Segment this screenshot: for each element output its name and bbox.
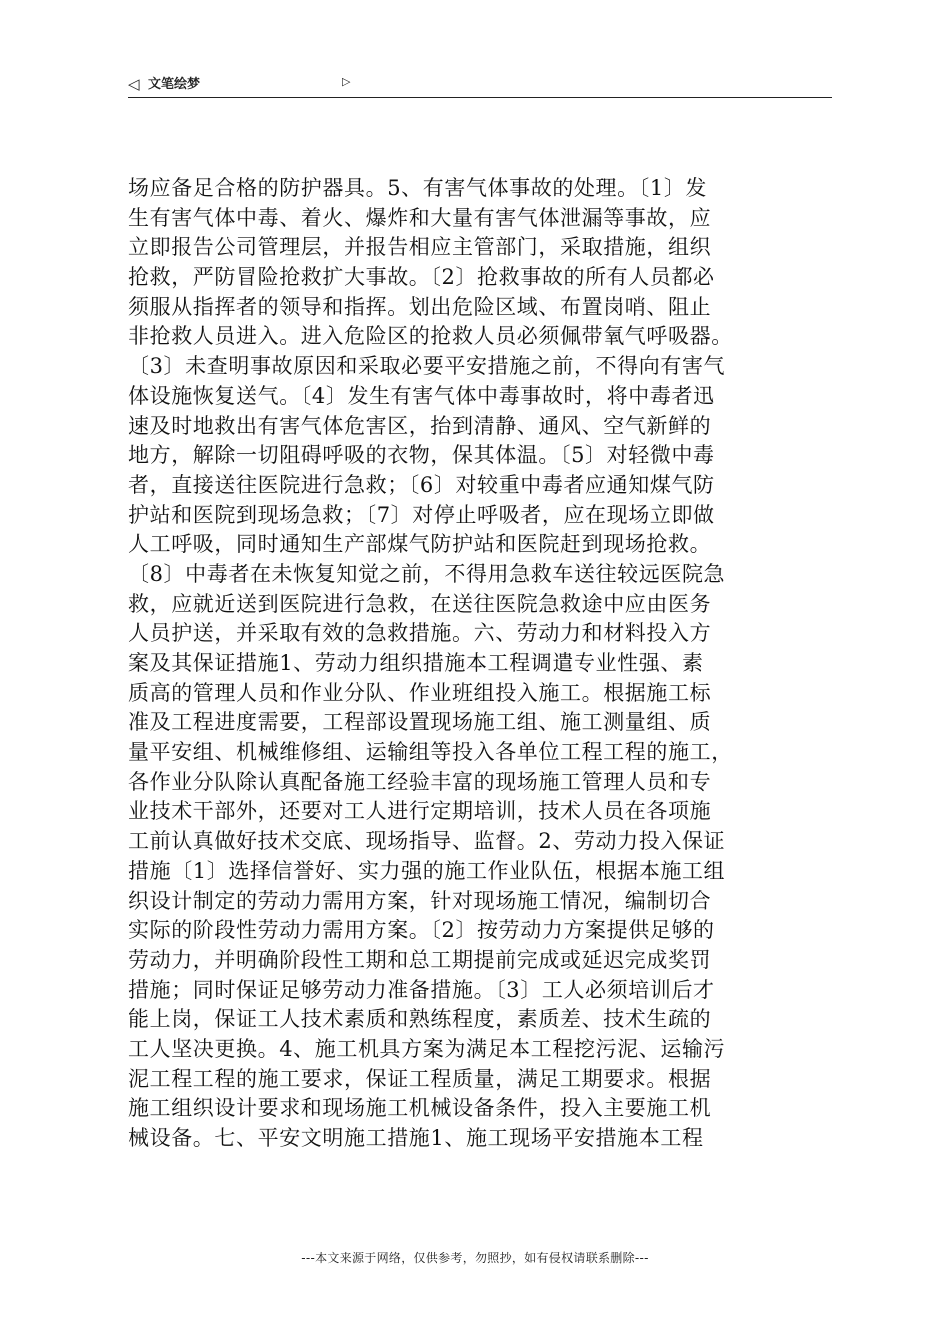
body-line: 织设计制定的劳动力需用方案，针对现场施工情况，编制切合 (128, 888, 712, 913)
body-line: 须服从指挥者的领导和指挥。划出危险区域、布置岗哨、阻止 (128, 294, 712, 319)
body-line: 〔3〕未查明事故原因和采取必要平安措施之前，不得向有害气 (128, 354, 726, 379)
body-line: 非抢救人员进入。进入危险区的抢救人员必须佩带氧气呼吸器。 (128, 324, 733, 349)
body-line: 各作业分队除认真配备施工经验丰富的现场施工管理人员和专 (128, 769, 712, 794)
body-line: 实际的阶段性劳动力需用方案。〔2〕按劳动力方案提供足够的 (128, 918, 715, 943)
body-line: 工人坚决更换。4、施工机具方案为满足本工程挖污泥、运输污 (128, 1036, 726, 1061)
body-line: 人员护送，并采取有效的急救措施。六、劳动力和材料投入方 (128, 621, 712, 646)
header-divider (128, 97, 832, 98)
body-line: 立即报告公司管理层，并报告相应主管部门，采取措施，组织 (128, 235, 712, 260)
body-line: 地方，解除一切阻碍呼吸的衣物，保其体温。〔5〕对轻微中毒 (128, 443, 715, 468)
body-line: 措施〔1〕选择信誉好、实力强的施工作业队伍，根据本施工组 (128, 858, 726, 883)
footer-notice: ---本文来源于网络，仅供参考，勿照抄，如有侵权请联系删除--- (301, 1251, 649, 1265)
body-line: 护站和医院到现场急救；〔7〕对停止呼吸者，应在现场立即做 (128, 502, 715, 527)
body-line: 速及时地救出有害气体危害区，抬到清静、通风、空气新鲜的 (128, 413, 712, 438)
body-line: 人工呼吸，同时通知生产部煤气防护站和医院赶到现场抢救。 (128, 532, 712, 557)
body-line: 体设施恢复送气。〔4〕发生有害气体中毒事故时，将中毒者迅 (128, 383, 715, 408)
body-line: 案及其保证措施1、劳动力组织措施本工程调遣专业性强、素 (128, 651, 704, 675)
body-line: 能上岗，保证工人技术素质和熟练程度，素质差、技术生疏的 (128, 1007, 712, 1032)
body-line: 场应备足合格的防护器具。5、有害气体事故的处理。〔1〕发 (128, 176, 708, 200)
body-line: 救，应就近送到医院进行急救，在送往医院急救途中应由医务 (128, 591, 712, 616)
body-line: 泥工程工程的施工要求，保证工程质量，满足工期要求。根据 (128, 1066, 712, 1091)
body-line: 劳动力，并明确阶段性工期和总工期提前完成或延迟完成奖罚 (128, 947, 712, 972)
body-line: 者，直接送往医院进行急救；〔6〕对较重中毒者应通知煤气防 (128, 472, 715, 497)
body-line: 量平安组、机械维修组、运输组等投入各单位工程工程的施工， (128, 740, 733, 765)
document-body (128, 174, 828, 1154)
body-line: 质高的管理人员和作业分队、作业班组投入施工。根据施工标 (128, 680, 712, 705)
body-line: 施工组织设计要求和现场施工机械设备条件，投入主要施工机 (128, 1096, 712, 1121)
body-line: 业技术干部外，还要对工人进行定期培训，技术人员在各项施 (128, 799, 712, 824)
body-line: 械设备。七、平安文明施工措施1、施工现场平安措施本工程 (128, 1126, 704, 1150)
body-line: 生有害气体中毒、着火、爆炸和大量有害气体泄漏等事故，应 (128, 205, 712, 230)
body-line: 抢救，严防冒险抢救扩大事故。〔2〕抢救事故的所有人员都必 (128, 265, 715, 290)
body-line: 〔8〕中毒者在未恢复知觉之前，不得用急救车送往较远医院急 (128, 561, 726, 586)
body-line: 措施；同时保证足够劳动力准备措施。〔3〕工人必须培训后才 (128, 977, 715, 1002)
body-line: 准及工程进度需要，工程部设置现场施工组、施工测量组、质 (128, 710, 712, 735)
triangle-right-icon: ▷ (342, 75, 351, 88)
body-line: 工前认真做好技术交底、现场指导、监督。2、劳动力投入保证 (128, 829, 726, 854)
triangle-left-icon: ◁ (128, 75, 140, 93)
page-header (128, 74, 832, 96)
header-brand: 文笔绘梦 (148, 77, 201, 92)
